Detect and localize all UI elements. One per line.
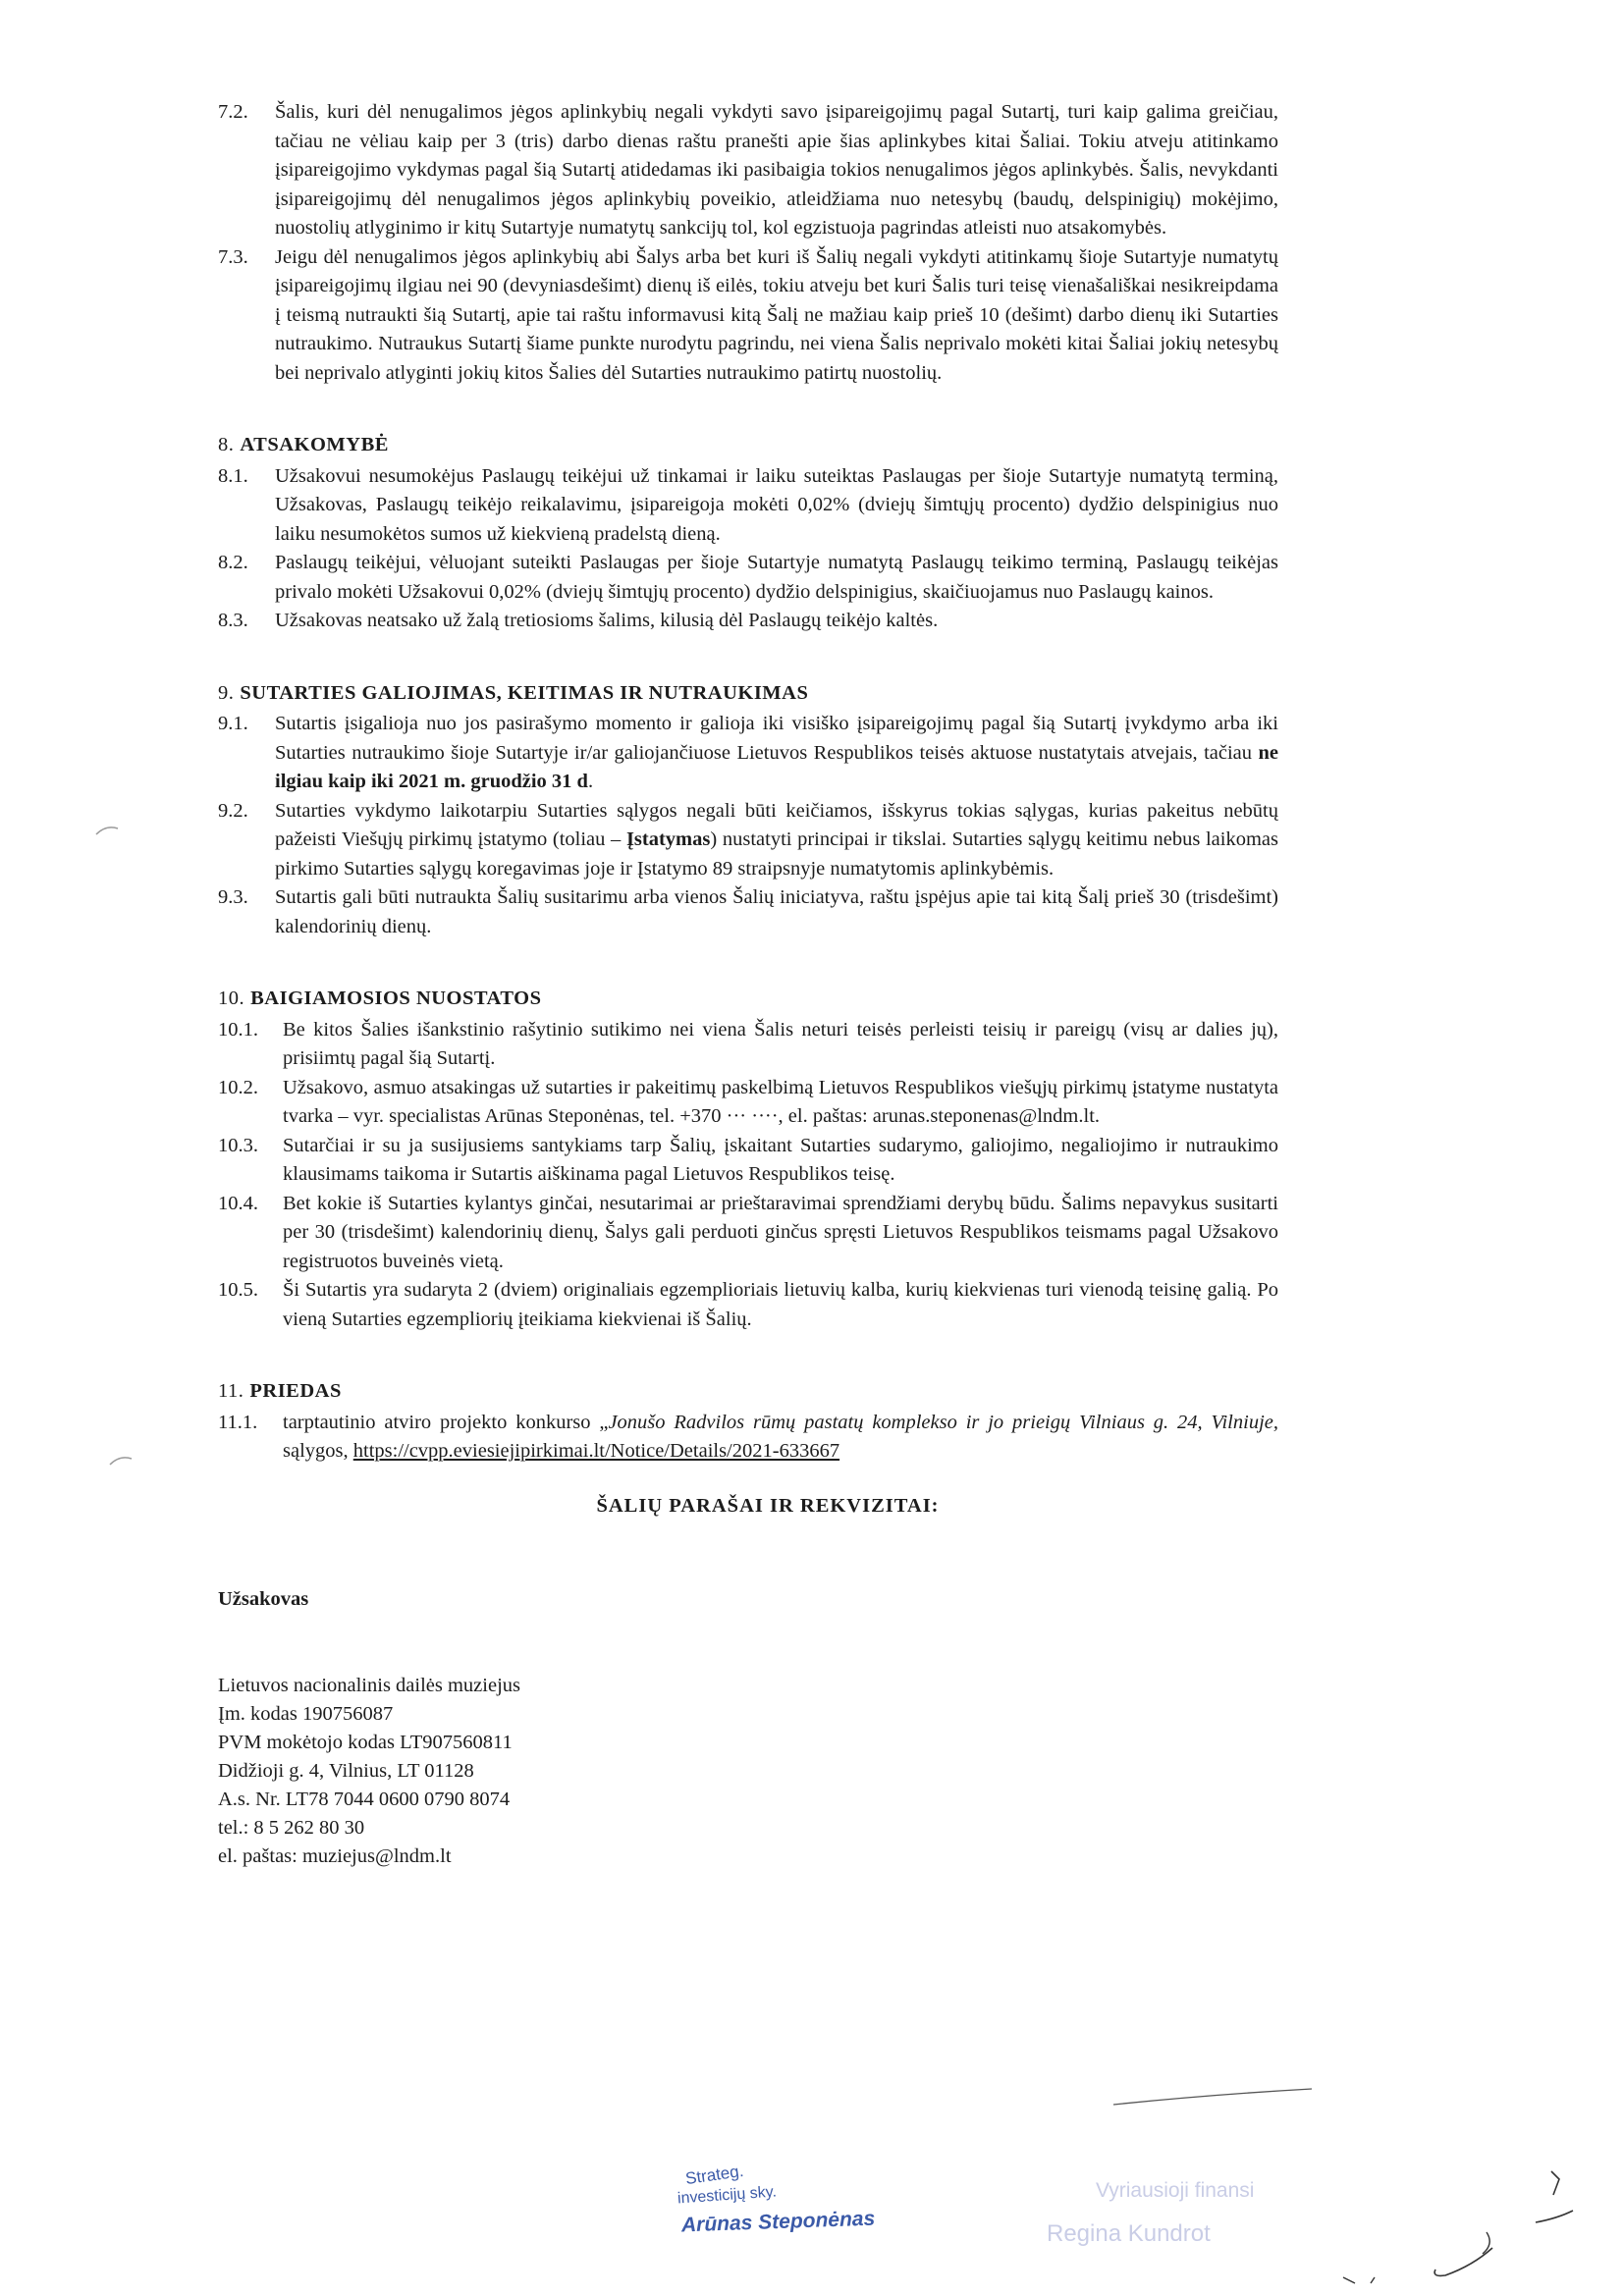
signatures-title: ŠALIŲ PARAŠAI IR REKVIZITAI: [596, 1494, 940, 1517]
section-title: BAIGIAMOSIOS NUOSTATOS [250, 988, 542, 1009]
clause-10-5 [218, 1276, 1278, 1334]
section-heading-11 [218, 1377, 1278, 1407]
clause-text [275, 710, 1278, 797]
section-number: 9. [218, 681, 235, 704]
section-number: 8. [218, 434, 235, 455]
clause-text: Jeigu dėl nenugalimos jėgos aplinkybių abi Šalys arba bet kuri iš Šalių negali vykdyti atitinkamų šioje Sutartyje numatytų įsipareigojimų ilgiau nei 90 (devyniasdešimt) dienų iš eilės, tokiu atveju bet kuri Šalis turi teisę vienašališkai nesikreipdama į teismą nutraukti šią Sutartį, apie tai raštu informavusi kitą Šalį ne mažiau kaip prieš 10 (dešimt) darbo dienų iki Sutarties nutraukimo. Nutraukus Sutartį šiame punkte nurodytu pagrindu, nei viena Šalis neprivalo mokėti kitai Šaliai jokių netesybų bei neprivalo atlyginti jokių kitos Šalies dėl Sutarties nutraukimo patirtų nuostolių. [275, 245, 1278, 384]
section-title: ATSAKOMYBĖ [240, 434, 389, 455]
clause-text-italic: Jonušo Radvilos rūmų pastatų komplekso ir jo prieigų Vilniaus g. 24, Vilniuje, [608, 1411, 1278, 1433]
clause-text-bold: ne ilgiau kaip iki 2021 m. gruodžio 31 d [275, 741, 1278, 792]
stamp-line: Regina Kundrot [1047, 2220, 1211, 2247]
section-title: PRIEDAS [249, 1380, 342, 1402]
clause-number: 10.2. [218, 1076, 258, 1098]
section-heading-8 [218, 431, 1278, 460]
procurement-link[interactable]: https://cvpp.eviesiejipirkimai.lt/Notice/Details/2021-633667 [352, 1440, 840, 1462]
clause-number: 11.1. [218, 1411, 258, 1433]
stamp-line: Strateg. [683, 2161, 745, 2189]
margin-mark [108, 1453, 134, 1467]
stamp-line: Vyriausioji finansi [1096, 2179, 1255, 2202]
document-body [218, 98, 1278, 1871]
clause-text: Sutartis gali būti nutraukta Šalių susitarimu arba vienos Šalių iniciatyva, raštu įspėjus apie tai kitą Šalį prieš 30 (trisdešimt) kalendorinių dienų. [275, 886, 1278, 937]
handwritten-signature [1325, 2160, 1581, 2287]
clause-text: Bet kokie iš Sutarties kylantys ginčai, nesutarimai ar prieštaravimai sprendžiami derybų būdu. Šalims nepavykus susitarti per 30 (trisdešimt) kalendorinių dienų, Šalys gali perduoti ginčus spręsti Lietuvos Respublikos teismams pagal Užsakovo registruotos buveinės vietą. [283, 1192, 1278, 1272]
requisite-line: PVM mokėtojo kodas LT907560811 [218, 1731, 513, 1753]
section-heading-10 [218, 985, 1278, 1014]
requisite-line: Įm. kodas 190756087 [218, 1702, 394, 1725]
clause-text-bold: Įstatymas [625, 828, 711, 850]
clause-number: 8.3. [218, 610, 248, 631]
stamp-line: Arūnas Steponėnas [680, 2207, 876, 2237]
clause-7-2 [218, 98, 1278, 243]
clause-text: Užsakovui nesumokėjus Paslaugų teikėjui už tinkamai ir laiku suteiktas Paslaugas per šioje Sutartyje numatytą terminą, Užsakovas, Paslaugų teikėjo reikalavimu, įsipareigoja mokėti 0,02% (dviejų šimtųjų procento) dydžio delspinigius nuo laiku nesumokėtos sumos už kiekvieną pradelstą dieną. [275, 464, 1278, 545]
margin-mark [94, 823, 120, 836]
clause-text: Užsakovas neatsako už žalą tretiosioms šalims, kilusią dėl Paslaugų teikėjo kaltės. [275, 610, 939, 631]
clause-number: 9.3. [218, 886, 248, 908]
clause-text-part: ) nustatyti principai ir tikslai. Sutarties sąlygų keitimu nebus laikomas pirkimo Sutarties sąlygų koregavimas joje ir Įstatymo 89 straipsnyje numatytomis aplinkybėmis. [275, 828, 1278, 880]
requisite-line: Lietuvos nacionalinis dailės muziejus [218, 1674, 521, 1696]
clause-number: 7.3. [218, 245, 248, 268]
section-number: 11. [218, 1380, 244, 1402]
clause-11-1 [218, 1409, 1278, 1467]
clause-text-part: Sutartis įsigalioja nuo jos pasirašymo momento ir galioja iki visiško įsipareigojimų pagal šią Sutartį įvykdymo arba iki Sutarties nutraukimo šioje Sutartyje ir/ar galiojančiuose Lietuvos Respublikos teisės aktuose nustatytais atvejais, tačiau [275, 713, 1278, 764]
clause-text-part: Sutarties vykdymo laikotarpiu Sutarties sąlygos negali būti keičiamos, išskyrus tokias sąlygas, kurias pakeitus nebūtų pažeisti Viešųjų pirkimų įstatymo (toliau – [275, 799, 1278, 850]
clause-text: Sutarčiai ir su ja susijusiems santykiams tarp Šalių, įskaitant Sutarties sudarymo, galiojimo, negaliojimo ir nutraukimo klausimams taikoma ir Sutartis aiškinama pagal Lietuvos Respublikos teisę. [283, 1134, 1278, 1185]
clause-number: 9.1. [218, 713, 248, 734]
clause-9-1 [218, 710, 1278, 797]
requisite-line: Didžioji g. 4, Vilnius, LT 01128 [218, 1759, 474, 1782]
section-title: SUTARTIES GALIOJIMAS, KEITIMAS IR NUTRAUKIMAS [240, 681, 809, 704]
section-heading-9 [218, 679, 1278, 709]
clause-8-3 [218, 607, 1278, 636]
clause-text [283, 1409, 1278, 1467]
clause-number: 8.1. [218, 464, 248, 487]
clause-10-4 [218, 1190, 1278, 1277]
clause-text: Ši Sutartis yra sudaryta 2 (dviem) originaliais egzemplioriais lietuvių kalba, kurių kiekvienas turi vienodą teisinę galią. Po vieną Sutarties egzempliorių įteikiama kiekvienai iš Šalių. [283, 1279, 1278, 1330]
clause-8-1 [218, 462, 1278, 550]
stamp-line: investicijų sky. [676, 2183, 778, 2208]
clause-text: Be kitos Šalies išankstinio rašytinio sutikimo nei viena Šalis neturi teisės perleisti teisių ir pareigų (visų ar dalies jų), prisiimtų pagal šią Sutartį. [283, 1018, 1278, 1069]
clause-number: 8.2. [218, 552, 248, 573]
clause-text [275, 797, 1278, 884]
clause-10-1 [218, 1016, 1278, 1074]
clause-number: 10.3. [218, 1134, 258, 1156]
party-label: Užsakovas [218, 1588, 309, 1610]
clause-7-3 [218, 243, 1278, 389]
clause-10-2 [218, 1074, 1278, 1132]
clause-text-part: tarptautinio atviro projekto konkurso „ [283, 1411, 609, 1433]
department-stamp [676, 2161, 913, 2273]
party-requisites [218, 1672, 1278, 1871]
section-number: 10. [218, 988, 245, 1009]
clause-number: 7.2. [218, 101, 248, 123]
clause-text-part: . [587, 771, 594, 792]
requisite-line: tel.: 8 5 262 80 30 [218, 1816, 365, 1839]
clause-9-3 [218, 883, 1278, 941]
clause-text-part: sąlygos, [283, 1440, 353, 1462]
clause-text: Šalis, kuri dėl nenugalimos jėgos aplinkybių negali vykdyti savo įsipareigojimų pagal Sutartį, turi kaip galima greičiau, tačiau ne vėliau kaip per 3 (tris) darbo dienas raštu pranešti apie šias aplinkybes kitai Šaliai. Tokiu atveju atitinkamo įsipareigojimo vykdymas pagal šią Sutartį atidedamas iki pasibaigia tokios nenugalimos jėgos aplinkybės. Šalis, nevykdanti įsipareigojimų dėl nenugalimos jėgos aplinkybių poveikio, atleidžiama nuo netesybų (baudų, delspinigių) mokėjimo, nuostolių atlyginimo ir kitų Sutartyje numatytų sankcijų tol, kol egzistuoja pagrindas atleisti nuo atsakomybės. [275, 101, 1278, 239]
clause-number: 9.2. [218, 799, 248, 822]
clause-number: 10.1. [218, 1018, 258, 1041]
requisite-line: el. paštas: muziejus@lndm.lt [218, 1844, 452, 1867]
requisite-line: A.s. Nr. LT78 7044 0600 0790 8074 [218, 1788, 511, 1810]
clause-9-2 [218, 797, 1278, 884]
clause-number: 10.5. [218, 1279, 258, 1301]
finance-stamp [1047, 2169, 1302, 2258]
clause-text: Paslaugų teikėjui, vėluojant suteikti Paslaugas per šioje Sutartyje numatytą Paslaugų teikimo terminą, Paslaugų teikėjas privalo mokėti Užsakovui 0,02% (dviejų šimtųjų procento) dydžio delspinigius, skaičiuojamus nuo Paslaugų kainos. [275, 552, 1278, 603]
clause-number: 10.4. [218, 1192, 258, 1214]
clause-8-2 [218, 549, 1278, 607]
clause-10-3 [218, 1132, 1278, 1190]
signature-line [1109, 2083, 1316, 2112]
clause-text: Užsakovo, asmuo atsakingas už sutarties ir pakeitimų paskelbimą Lietuvos Respublikos viešųjų pirkimų įstatyme nustatyta tvarka – vyr. specialistas Arūnas Steponėnas, tel. +370 ··· ····, el. paštas: arunas.steponenas@lndm.lt. [283, 1076, 1278, 1127]
